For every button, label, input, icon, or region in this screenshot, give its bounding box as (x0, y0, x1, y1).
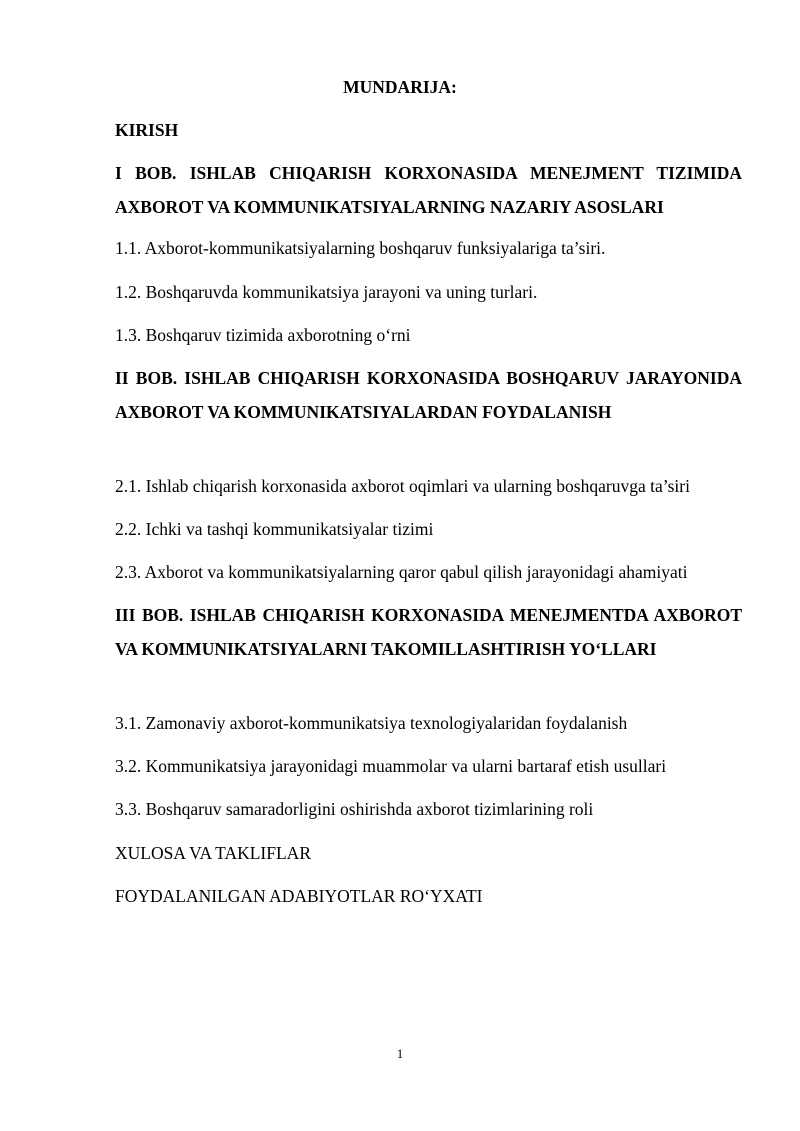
toc-section-1-1: 1.1. Axborot-kommunikatsiyalarning boshqaruv funksiyalariga ta’siri. (115, 238, 606, 258)
toc-section-2-3: 2.3. Axborot va kommunikatsiyalarning qaror qabul qilish jarayonidagi ahamiyati (115, 562, 688, 582)
toc-section-2-2: 2.2. Ichki va tashqi kommunikatsiyalar tizimi (115, 519, 434, 539)
toc-section-2-1: 2.1. Ishlab chiqarish korxonasida axborot oqimlari va ularning boshqaruvga ta’siri (115, 476, 690, 496)
toc-section-3-3: 3.3. Boshqaruv samaradorligini oshirishda axborot tizimlarining roli (115, 799, 594, 819)
toc-chapter-1-heading: I BOB. ISHLAB CHIQARISH KORXONASIDA MENEJMENT TIZIMIDA AXBOROT VA KOMMUNIKATSIYALARNING NAZARIY ASOSLARI (115, 163, 742, 217)
toc-section-1-2: 1.2. Boshqaruvda kommunikatsiya jarayoni va uning turlari. (115, 282, 538, 302)
toc-chapter-2-heading: II BOB. ISHLAB CHIQARISH KORXONASIDA BOSHQARUV JARAYONIDA AXBOROT VA KOMMUNIKATSIYALARDAN FOYDALANISH (115, 368, 742, 422)
toc-section-1-3: 1.3. Boshqaruv tizimida axborotning o‘rni (115, 325, 411, 345)
toc-entry-bibliography: FOYDALANILGAN ADABIYOTLAR RO‘YXATI (115, 886, 483, 906)
toc-entry-conclusion: XULOSA VA TAKLIFLAR (115, 843, 311, 863)
toc-chapter-3-heading: III BOB. ISHLAB CHIQARISH KORXONASIDA MENEJMENTDA AXBOROT VA KOMMUNIKATSIYALARNI TAKOMILLASHTIRISH YO‘LLARI (115, 605, 742, 659)
toc-section-3-1: 3.1. Zamonaviy axborot-kommunikatsiya texnologiyalaridan foydalanish (115, 713, 628, 733)
page-number: 1 (396, 1046, 404, 1061)
toc-entry-introduction: KIRISH (115, 120, 179, 140)
toc-section-3-2: 3.2. Kommunikatsiya jarayonidagi muammolar va ularni bartaraf etish usullari (115, 756, 667, 776)
page-title: MUNDARIJA: (343, 77, 457, 97)
